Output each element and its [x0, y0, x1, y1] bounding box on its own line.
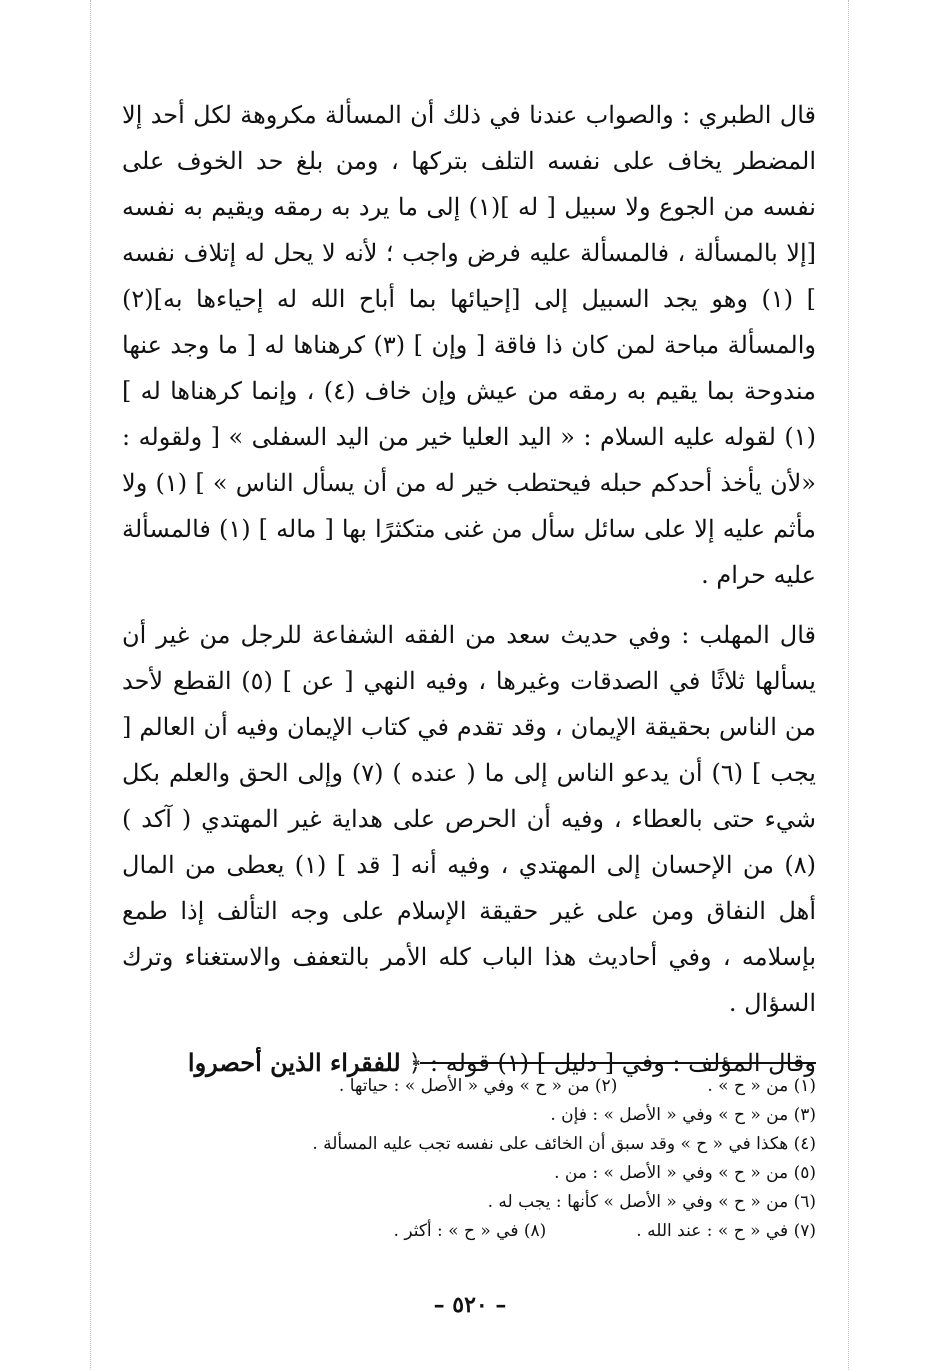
- footnote-row: [122, 1188, 816, 1217]
- footnote-3: (٣) من « ح » وفي « الأصل » : فإن .: [550, 1105, 816, 1125]
- paragraph-muhallab: قال المهلب : وفي حديث سعد من الفقه الشفاعة للرجل من غير أن يسألها ثلاثًا في الصدقات وغيرها ، وفيه النهي [ عن ] (٥) القطع لأحد من الناس بحقيقة الإيمان ، وقد تقدم في كتاب الإيمان وفيه أن العالم [ يجب ] (٦) أن يدعو الناس إلى ما ( عنده ) (٧) وإلى الحق والعلم بكل شيء حتى بالعطاء ، وفيه أن الحرص على هداية غير المهتدي ( آكد ) (٨) من الإحسان إلى المهتدي ، وفيه أنه [ قد ] (١) يعطى من المال أهل النفاق ومن على غير حقيقة الإسلام على وجه التألف إذا طمع بإسلامه ، وفي أحاديث هذا الباب كله الأمر بالتعفف والاستغناء وترك السؤال .: [122, 621, 816, 1017]
- footnote-2: (٢) من « ح » وفي « الأصل » : حياتها .: [338, 1076, 618, 1096]
- footnote-row: [122, 1159, 816, 1188]
- footnote-4: (٤) هكذا في « ح » وقد سبق أن الخائف على نفسه تجب عليه المسألة .: [312, 1134, 816, 1154]
- paragraph-gap: [122, 1026, 816, 1040]
- footnote-row: [122, 1217, 816, 1246]
- page-body: [122, 92, 816, 1086]
- footnote-5: (٥) من « ح » وفي « الأصل » : من .: [554, 1163, 816, 1183]
- scan-guide-right: [848, 0, 849, 1370]
- footnote-8: (٨) في « ح » : أكثر .: [393, 1221, 547, 1241]
- scan-guide-left: [90, 0, 91, 1370]
- footnote-divider: [420, 1062, 816, 1064]
- page-number: – ٥٢٠ –: [433, 1292, 507, 1318]
- paragraph-gap: [122, 598, 816, 612]
- quran-quote: للفقراء الذين أحصروا: [187, 1048, 401, 1077]
- footnote-row: [122, 1101, 816, 1130]
- footnote-6: (٦) من « ح » وفي « الأصل » كأنها : يجب له .: [487, 1192, 816, 1212]
- footnote-row: [122, 1130, 816, 1159]
- footnote-row: [122, 1072, 816, 1101]
- footnote-7: (٧) في « ح » : عند الله .: [636, 1221, 816, 1241]
- footnote-1: (١) من « ح » .: [707, 1076, 816, 1096]
- paragraph-muallif-text: وقال المؤلف : وفي [ دليل ] (١) قوله : ﴿: [408, 1049, 816, 1077]
- paragraph-tabari: قال الطبري : والصواب عندنا في ذلك أن المسألة مكروهة لكل أحد إلا المضطر يخاف على نفسه التلف بتركها ، ومن بلغ حد الخوف على نفسه من الجوع ولا سبيل [ له ](١) إلى ما يرد به رمقه ويقيم به نفسه [إلا بالمسألة ، فالمسألة عليه فرض واجب ؛ لأنه لا يحل له إتلاف نفسه ] (١) وهو يجد السبيل إلى [إحيائها بما أباح الله له إحياءها به](٢) والمسألة مباحة لمن كان ذا فاقة [ وإن ] (٣) كرهناها له [ ما وجد عنها مندوحة بما يقيم به رمقه من عيش وإن خاف (٤) ، وإنما كرهناها له ](١) لقوله عليه السلام : « اليد العليا خير من اليد السفلى » [ ولقوله : «لأن يأخذ أحدكم حبله فيحتطب خير له من أن يسأل الناس » ] (١) ولا مأثم عليه إلا على سائل سأل من غنى متكثرًا بها [ ماله ] (١) فالمسألة عليه حرام .: [122, 101, 817, 589]
- footnotes: [122, 1072, 816, 1246]
